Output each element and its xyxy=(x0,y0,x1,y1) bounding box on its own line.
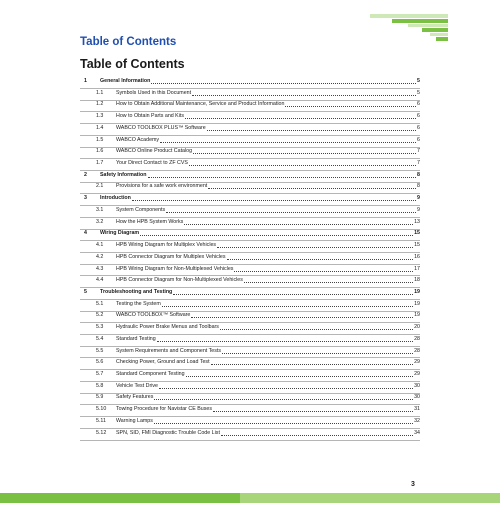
toc-entry-page: 8 xyxy=(417,171,420,178)
toc-section-entry[interactable] xyxy=(0,311,500,320)
dot-leader xyxy=(154,422,413,424)
dot-leader xyxy=(244,281,413,283)
footer-bar-graphic xyxy=(0,493,500,503)
toc-entry-page: 19 xyxy=(414,300,420,307)
toc-title: Table of Contents xyxy=(80,57,185,71)
toc-section-entry[interactable] xyxy=(0,159,500,168)
toc-entry-number: 5.3 xyxy=(96,324,104,331)
toc-entry-number: 5.10 xyxy=(96,406,107,413)
toc-entry-number: 5.9 xyxy=(96,394,104,401)
toc-section-entry[interactable] xyxy=(0,382,500,391)
toc-entry-number: 3.1 xyxy=(96,206,104,213)
toc-entry-number: 4.3 xyxy=(96,265,104,272)
toc-entry-label: HPB Connector Diagram for Multiplex Vehicles xyxy=(116,253,226,260)
toc-section-entry[interactable] xyxy=(0,112,500,121)
toc-entry-label: Safety Information xyxy=(100,171,147,178)
toc-entry-label: Introduction xyxy=(100,195,131,202)
toc-entry-label: How to Obtain Additional Maintenance, Service and Product Information xyxy=(116,101,285,108)
toc-section-entry[interactable] xyxy=(0,136,500,145)
dot-leader xyxy=(285,105,416,107)
toc-entry-page: 6 xyxy=(417,124,420,131)
dot-leader xyxy=(160,141,416,143)
toc-entry-leader xyxy=(116,347,420,356)
toc-entry-label: How to Obtain Parts and Kits xyxy=(116,113,185,120)
row-divider xyxy=(80,440,420,441)
dot-leader xyxy=(213,410,413,412)
toc-entry-page: 34 xyxy=(414,429,420,436)
toc-section-entry[interactable] xyxy=(0,147,500,156)
toc-entry-label: WABCO Academy xyxy=(116,136,160,143)
toc-entry-leader xyxy=(116,300,420,309)
toc-section-entry[interactable] xyxy=(0,323,500,332)
dot-leader xyxy=(192,94,416,96)
toc-entry-number: 1.4 xyxy=(96,124,104,131)
toc-entry-number: 1.1 xyxy=(96,89,104,96)
toc-section-entry[interactable] xyxy=(0,241,500,250)
toc-section-entry[interactable] xyxy=(0,393,500,402)
toc-entry-label: Symbols Used in this Document xyxy=(116,89,192,96)
toc-entry-label: Safety Features xyxy=(116,394,154,401)
toc-entry-number: 5.11 xyxy=(96,417,106,424)
toc-entry-page: 19 xyxy=(414,288,420,295)
toc-entry-page: 6 xyxy=(417,101,420,108)
dot-leader xyxy=(157,340,413,342)
toc-entry-label: Standard Testing xyxy=(116,335,156,342)
toc-entry-label: Checking Power, Ground and Load Test xyxy=(116,359,210,366)
toc-section-entry[interactable] xyxy=(0,100,500,109)
toc-entry-leader xyxy=(116,405,420,414)
toc-entry-leader xyxy=(116,358,420,367)
toc-entry-number: 4.1 xyxy=(96,242,104,249)
toc-entry-number: 2 xyxy=(84,171,87,178)
toc-entry-page: 19 xyxy=(414,312,420,319)
toc-entry-leader xyxy=(116,382,420,391)
dot-leader xyxy=(189,164,416,166)
toc-entry-page: 13 xyxy=(414,218,420,225)
toc-entry-number: 1.6 xyxy=(96,148,104,155)
toc-entry-label: Hydraulic Power Brake Menus and Toolbars xyxy=(116,324,219,331)
dot-leader xyxy=(208,187,416,189)
toc-entry-leader xyxy=(116,136,420,145)
toc-entry-page: 6 xyxy=(417,113,420,120)
dot-leader xyxy=(186,375,414,377)
toc-entry-leader xyxy=(116,147,420,156)
toc-entry-page: 9 xyxy=(417,206,420,213)
dot-leader xyxy=(184,223,413,225)
toc-entry-number: 5.4 xyxy=(96,335,104,342)
dot-leader xyxy=(162,305,413,307)
toc-entry-leader xyxy=(116,253,420,262)
toc-section-entry[interactable] xyxy=(0,89,500,98)
toc-entry-leader xyxy=(116,206,420,215)
toc-entry-label: WABCO TOOLBOX™ Software xyxy=(116,312,191,319)
dot-leader xyxy=(221,434,413,436)
toc-entry-number: 1.7 xyxy=(96,160,104,167)
toc-section-entry[interactable] xyxy=(0,405,500,414)
toc-entry-page: 15 xyxy=(414,242,420,249)
toc-entry-page: 30 xyxy=(414,382,420,389)
toc-section-entry[interactable] xyxy=(0,370,500,379)
toc-chapter-entry[interactable] xyxy=(0,194,500,203)
toc-entry-page: 28 xyxy=(414,347,420,354)
toc-entry-number: 1.5 xyxy=(96,136,104,143)
toc-entry-page: 29 xyxy=(414,371,420,377)
toc-entry-page: 17 xyxy=(414,265,420,272)
toc-entry-leader xyxy=(116,393,420,402)
toc-section-entry[interactable] xyxy=(0,124,500,133)
toc-entry-page: 18 xyxy=(414,277,420,284)
toc-section-entry[interactable] xyxy=(0,265,500,274)
toc-section-entry[interactable] xyxy=(0,429,500,438)
toc-entry-label: Wiring Diagram xyxy=(100,230,140,237)
toc-entry-number: 1.3 xyxy=(96,113,104,120)
toc-entry-number: 5.5 xyxy=(96,347,104,354)
page-number: 3 xyxy=(411,481,415,488)
dot-leader xyxy=(151,82,416,84)
toc-entry-page: 32 xyxy=(414,417,420,424)
toc-entry-number: 2.1 xyxy=(96,183,104,190)
dot-leader xyxy=(154,398,413,400)
toc-entry-number: 4 xyxy=(84,230,87,237)
dot-leader xyxy=(234,270,413,272)
toc-entry-label: SPN, SID, FMI Diagnostic Trouble Code List xyxy=(116,429,220,436)
toc-entry-label: Troubleshooting and Testing xyxy=(100,288,173,295)
dot-leader xyxy=(193,152,416,154)
toc-entry-page: 5 xyxy=(417,89,420,96)
toc-entry-number: 5.7 xyxy=(96,371,104,377)
toc-entry-leader xyxy=(116,370,420,379)
toc-entry-label: HPB Connector Diagram for Non-Multiplexed Vehicles xyxy=(116,277,243,284)
toc-entry-label: Warning Lamps xyxy=(116,417,153,424)
toc-entry-page: 9 xyxy=(417,195,420,202)
toc-section-entry[interactable] xyxy=(0,253,500,262)
toc-entry-label: How the HPB System Works xyxy=(116,218,184,225)
toc-entry-number: 4.2 xyxy=(96,253,104,260)
toc-entry-number: 3.2 xyxy=(96,218,104,225)
toc-section-entry[interactable] xyxy=(0,300,500,309)
toc-entry-page: 31 xyxy=(414,406,420,413)
toc-chapter-entry[interactable] xyxy=(0,171,500,180)
toc-entry-leader xyxy=(100,288,420,297)
toc-entry-number: 5.1 xyxy=(96,300,104,307)
dot-leader xyxy=(166,211,416,213)
toc-entry-number: 5 xyxy=(84,288,87,295)
dot-leader xyxy=(132,199,416,201)
toc-entry-number: 3 xyxy=(84,195,87,202)
dot-leader xyxy=(227,258,414,260)
toc-entry-page: 29 xyxy=(414,359,420,366)
toc-entry-label: General Information xyxy=(100,78,151,84)
toc-chapter-entry[interactable] xyxy=(0,229,500,238)
toc-entry-label: WABCO Online Product Catalog xyxy=(116,148,193,155)
toc-entry-leader xyxy=(116,323,420,332)
toc-entry-number: 5.2 xyxy=(96,312,104,319)
toc-entry-page: 6 xyxy=(417,136,420,143)
dot-leader xyxy=(159,387,413,389)
toc-section-entry[interactable] xyxy=(0,347,500,356)
toc-entry-page: 8 xyxy=(417,183,420,190)
toc-section-entry[interactable] xyxy=(0,335,500,344)
toc-entry-label: HPB Wiring Diagram for Multiplex Vehicles xyxy=(116,242,217,249)
toc-entry-number: 5.6 xyxy=(96,359,104,366)
toc-section-entry[interactable] xyxy=(0,417,500,426)
dot-leader xyxy=(140,234,413,236)
footer-bar xyxy=(0,490,500,500)
toc-entry-leader xyxy=(116,335,420,344)
toc-entry-label: Standard Component Testing xyxy=(116,371,185,377)
toc-entry-page: 7 xyxy=(417,148,420,155)
dot-leader xyxy=(211,363,414,365)
toc-section-entry[interactable] xyxy=(0,276,500,285)
toc-entry-leader xyxy=(116,429,420,438)
toc-entry-number: 1 xyxy=(84,78,87,84)
toc-entry-page: 16 xyxy=(414,253,420,260)
toc-entry-leader xyxy=(116,100,420,109)
dot-leader xyxy=(191,316,413,318)
toc-entry-label: HPB Wiring Diagram for Non-Multiplexed Vehicles xyxy=(116,265,234,272)
toc-entry-leader xyxy=(116,241,420,250)
toc-entry-label: Your Direct Contact to ZF CVS xyxy=(116,160,188,167)
toc-section-entry[interactable] xyxy=(0,182,500,191)
green-stripes-graphic xyxy=(352,14,448,54)
toc-entry-leader xyxy=(116,218,420,227)
dot-leader xyxy=(148,176,417,178)
toc-entry-leader xyxy=(100,77,420,86)
toc-entry-label: Vehicle Test Drive xyxy=(116,382,159,389)
toc-chapter-entry[interactable] xyxy=(0,77,500,86)
toc-entry-leader xyxy=(100,171,420,180)
toc-entry-leader xyxy=(116,124,420,133)
toc-entry-number: 4.4 xyxy=(96,277,104,284)
header-title: Table of Contents xyxy=(80,36,177,48)
toc-chapter-entry[interactable] xyxy=(0,288,500,297)
toc-entry-leader xyxy=(100,194,420,203)
dot-leader xyxy=(217,246,413,248)
toc-entry-number: 5.12 xyxy=(96,429,107,436)
toc-entry-page: 15 xyxy=(414,230,420,237)
toc-entry-label: System Requirements and Component Tests xyxy=(116,347,222,354)
toc-entry-page: 7 xyxy=(417,160,420,167)
dot-leader xyxy=(173,293,413,295)
toc-entry-leader xyxy=(116,112,420,121)
toc-entry-page: 5 xyxy=(417,78,420,84)
toc-entry-label: Testing the System xyxy=(116,300,161,307)
toc-entry-leader xyxy=(116,417,420,426)
toc-entry-label: System Components xyxy=(116,206,166,213)
toc-entry-leader xyxy=(116,182,420,191)
dot-leader xyxy=(207,129,416,131)
toc-entry-leader xyxy=(116,265,420,274)
dot-leader xyxy=(220,328,413,330)
header-decoration xyxy=(352,14,448,54)
toc-entry-number: 5.8 xyxy=(96,382,104,389)
toc-entry-label: Provisions for a safe work environment xyxy=(116,183,208,190)
toc-entry-page: 30 xyxy=(414,394,420,401)
toc-entry-leader xyxy=(100,229,420,238)
toc-entry-leader xyxy=(116,159,420,168)
toc-section-entry[interactable] xyxy=(0,218,500,227)
toc-section-entry[interactable] xyxy=(0,206,500,215)
dot-leader xyxy=(222,352,413,354)
toc-entry-number: 1.2 xyxy=(96,101,104,108)
toc-entry-label: WABCO TOOLBOX PLUS™ Software xyxy=(116,124,206,131)
toc-entry-page: 28 xyxy=(414,335,420,342)
toc-entry-page: 20 xyxy=(414,324,420,331)
toc-entry-leader xyxy=(116,89,420,98)
toc-entry-label: Towing Procedure for Navistar CE Buses xyxy=(116,406,212,413)
toc-section-entry[interactable] xyxy=(0,358,500,367)
dot-leader xyxy=(185,117,416,119)
toc-entry-leader xyxy=(116,311,420,320)
toc-entry-leader xyxy=(116,276,420,285)
